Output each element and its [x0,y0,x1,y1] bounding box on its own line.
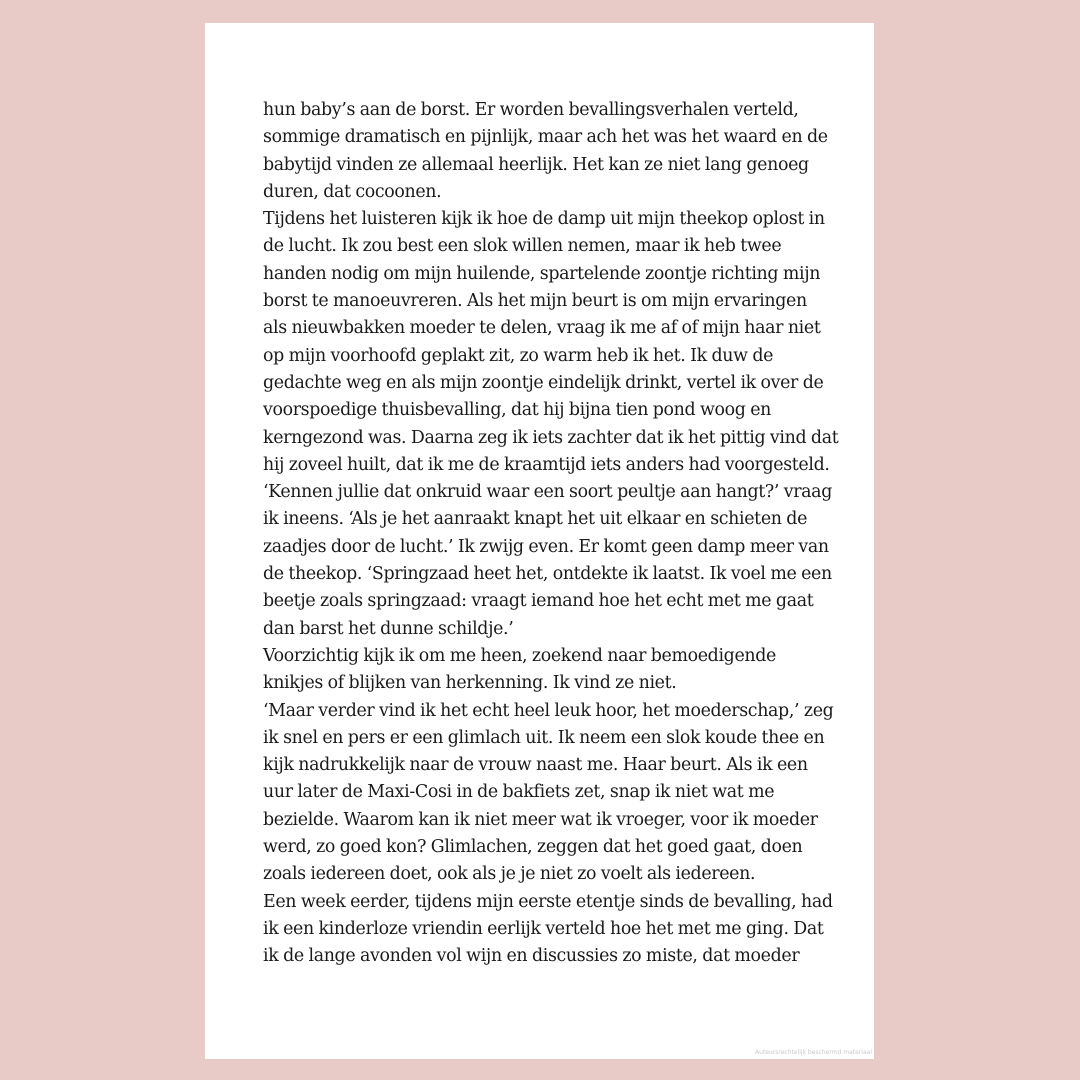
text-line: dan barst het dunne schildje.’ [263,618,514,639]
text-line: als nieuwbakken moeder te delen, vraag ik me af of mijn haar niet [263,318,821,339]
text-line: de lucht. Ik zou best een slok willen nemen, maar ik heb twee [263,236,782,257]
text-line: zaadjes door de lucht.’ Ik zwijg even. Er komt geen damp meer van [263,536,829,557]
text-line: hun baby’s aan de borst. Er worden bevallingsverhalen verteld, [263,100,799,120]
text-line: borst te manoeuvreren. Als het mijn beurt is om mijn ervaringen [263,291,807,312]
text-line: ‘Kennen jullie dat onkruid waar een soort peultje aan hangt?’ vraag [263,482,832,503]
text-line: bezielde. Waarom kan ik niet meer wat ik vroeger, voor ik moeder [263,809,818,830]
text-line: gedachte weg en als mijn zoontje eindelijk drinkt, vertel ik over de [263,372,824,393]
text-line: de theekop. ‘Springzaad heet het, ontdekte ik laatst. Ik voel me een [263,564,832,585]
text-line: ik snel en pers er een glimlach uit. Ik neem een slok koude thee en [263,727,825,748]
text-line: ik een kinderloze vriendin eerlijk verteld hoe het met me ging. Dat [263,918,824,939]
text-line: knikjes of blijken van herkenning. Ik vind ze niet. [263,673,677,694]
text-line: zoals iedereen doet, ook als je je niet zo voelt als iedereen. [263,864,756,885]
book-page [205,23,874,1059]
text-line: sommige dramatisch en pijnlijk, maar ach het was het waard en de [263,127,828,148]
text-line: kijk nadrukkelijk naar de vrouw naast me. Haar beurt. Als ik een [263,755,808,776]
text-line: op mijn voorhoofd geplakt zit, zo warm heb ik het. Ik duw de [263,345,774,366]
text-line: ik de lange avonden vol wijn en discussies zo miste, dat moeder [263,946,800,967]
text-line: handen nodig om mijn huilende, spartelende zoontje richting mijn [263,263,821,284]
text-line: Voorzichtig kijk ik om me heen, zoekend naar bemoedigende [263,645,776,666]
text-line: voorspoedige thuisbevalling, dat hij bijna tien pond woog en [263,400,772,421]
text-line: ik ineens. ‘Als je het aanraakt knapt het uit elkaar en schieten de [263,509,808,530]
text-line: werd, zo goed kon? Glimlachen, zeggen dat het goed gaat, doen [263,837,803,858]
text-line: Tijdens het luisteren kijk ik hoe de damp uit mijn theekop oplost in [263,209,825,230]
text-line: Een week eerder, tijdens mijn eerste etentje sinds de bevalling, had [263,891,833,912]
text-line: kerngezond was. Daarna zeg ik iets zachter dat ik het pittig vind dat [263,427,839,448]
text-line: ‘Maar verder vind ik het echt heel leuk hoor, het moederschap,’ zeg [263,700,834,721]
text-line: hij zoveel huilt, dat ik me de kraamtijd iets anders had voorgesteld. [263,454,830,475]
text-line: babytijd vinden ze allemaal heerlijk. Het kan ze niet lang genoeg [263,154,809,175]
text-line: beetje zoals springzaad: vraagt iemand hoe het echt met me gaat [263,591,814,612]
body-text [263,97,863,971]
text-line: duren, dat cocoonen. [263,181,442,202]
text-line: uur later de Maxi-Cosi in de bakfiets zet, snap ik niet wat me [263,782,775,803]
copyright-notice: Auteursrechtelijk beschermd materiaal [755,1049,872,1056]
